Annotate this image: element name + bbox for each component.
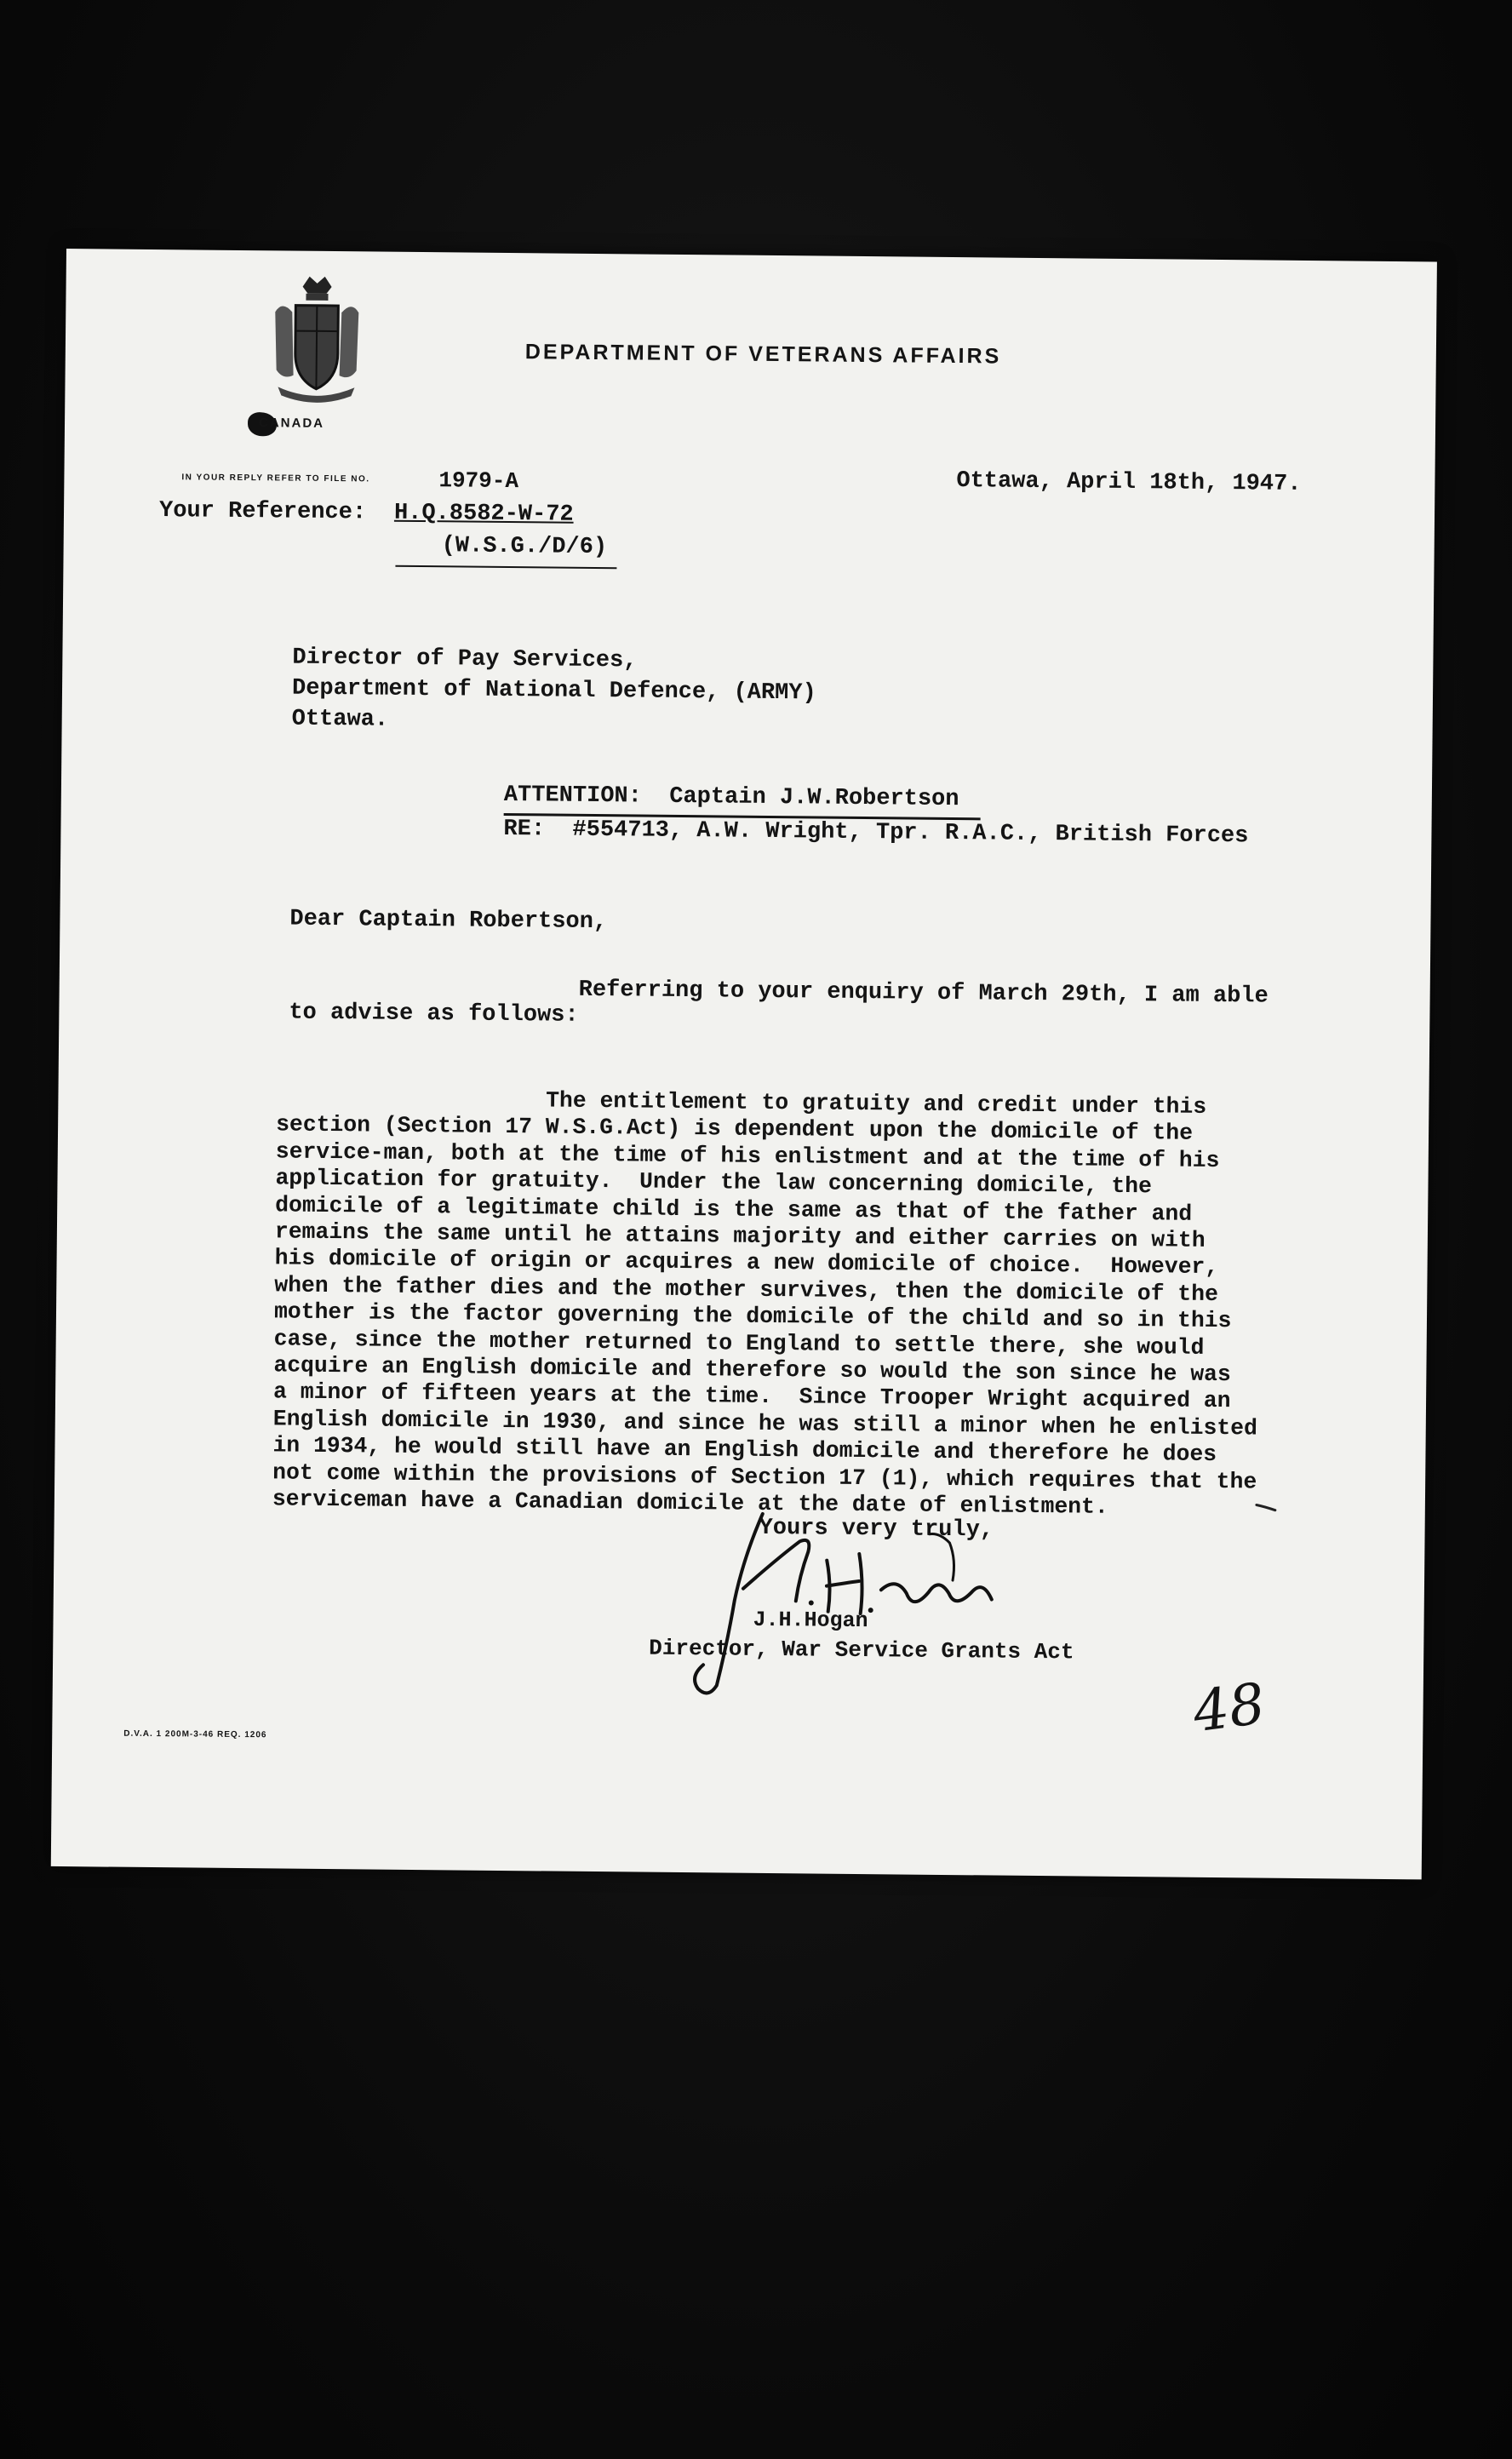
paragraph-1-line-2: to advise as follows: xyxy=(289,1000,579,1029)
your-reference-value: H.Q.8582-W-72 xyxy=(393,500,574,528)
body-line: domicile of a legitimate child is the same as that of the father and xyxy=(275,1192,1193,1227)
file-reference-number: 1979-A xyxy=(438,467,519,495)
body-line: not come within the provisions of Section 17 (1), which requires that the xyxy=(272,1459,1257,1495)
signatory-title: Director, War Service Grants Act xyxy=(649,1635,1074,1665)
body-line: in 1934, he would still have an English domicile and therefore he does xyxy=(272,1432,1217,1468)
handwritten-signature xyxy=(683,1506,1042,1705)
reference-underline xyxy=(395,565,616,569)
body-line: application for gratuity. Under the law concerning domicile, the xyxy=(275,1165,1153,1200)
body-line: case, since the mother returned to England to settle there, she would xyxy=(273,1326,1205,1361)
addressee-line: Ottawa. xyxy=(291,706,389,733)
form-code: D.V.A. 1 200M-3-46 REQ. 1206 xyxy=(123,1728,267,1740)
paragraph-1-line-1: Referring to your enquiry of March 29th, I am able xyxy=(578,977,1269,1010)
paragraph-2 xyxy=(272,1085,1261,1522)
letterhead-department: DEPARTMENT OF VETERANS AFFAIRS xyxy=(524,340,1002,369)
body-line: The entitlement to gratuity and credit under this xyxy=(276,1085,1207,1120)
subject-line: RE: #554713, A.W. Wright, Tpr. R.A.C., British Forces xyxy=(503,816,1249,850)
coat-of-arms-icon xyxy=(269,274,364,407)
body-line: his domicile of origin or acquires a new domicile of choice. However, xyxy=(274,1245,1219,1281)
file-reference-prefix: IN YOUR REPLY REFER TO FILE NO. xyxy=(181,473,370,484)
letter-sheet xyxy=(51,249,1437,1879)
salutation: Dear Captain Robertson, xyxy=(289,906,608,936)
body-line: acquire an English domicile and therefore so would the son since he was xyxy=(273,1352,1231,1388)
body-line: section (Section 17 W.S.G.Act) is dependent upon the domicile of the xyxy=(275,1111,1194,1147)
pen-mark xyxy=(1255,1503,1277,1511)
body-line: service-man, both at the time of his enlistment and at the time of his xyxy=(275,1138,1220,1173)
letterhead-country: CANADA xyxy=(258,416,325,431)
body-line: when the father dies and the mother survives, then the domicile of the xyxy=(274,1272,1219,1307)
body-line: English domicile in 1930, and since he was still a minor when he enlisted xyxy=(272,1406,1258,1442)
addressee-line: Director of Pay Services, xyxy=(292,645,638,674)
letter-date: Ottawa, April 18th, 1947. xyxy=(956,468,1302,497)
body-line: mother is the factor governing the domicile of the child and so in this xyxy=(273,1298,1232,1334)
addressee-line: Department of National Defence, (ARMY) xyxy=(291,675,816,707)
body-line: remains the same until he attains majority and either carries on with xyxy=(274,1218,1206,1253)
attention-line: ATTENTION: Captain J.W.Robertson xyxy=(503,782,959,813)
closing: Yours very truly, xyxy=(759,1515,994,1544)
body-line: serviceman have a Canadian domicile at the date of enlistment. xyxy=(272,1486,1108,1520)
body-line: a minor of fifteen years at the time. Since Trooper Wright acquired an xyxy=(272,1379,1231,1414)
handwritten-page-number: 48 xyxy=(1188,1671,1269,1745)
your-reference-label: Your Reference: xyxy=(158,498,367,526)
signatory-name: J.H.Hogan xyxy=(753,1607,868,1634)
addressee-block xyxy=(292,643,817,740)
your-reference-sub: (W.S.G./D/6) xyxy=(441,533,608,561)
